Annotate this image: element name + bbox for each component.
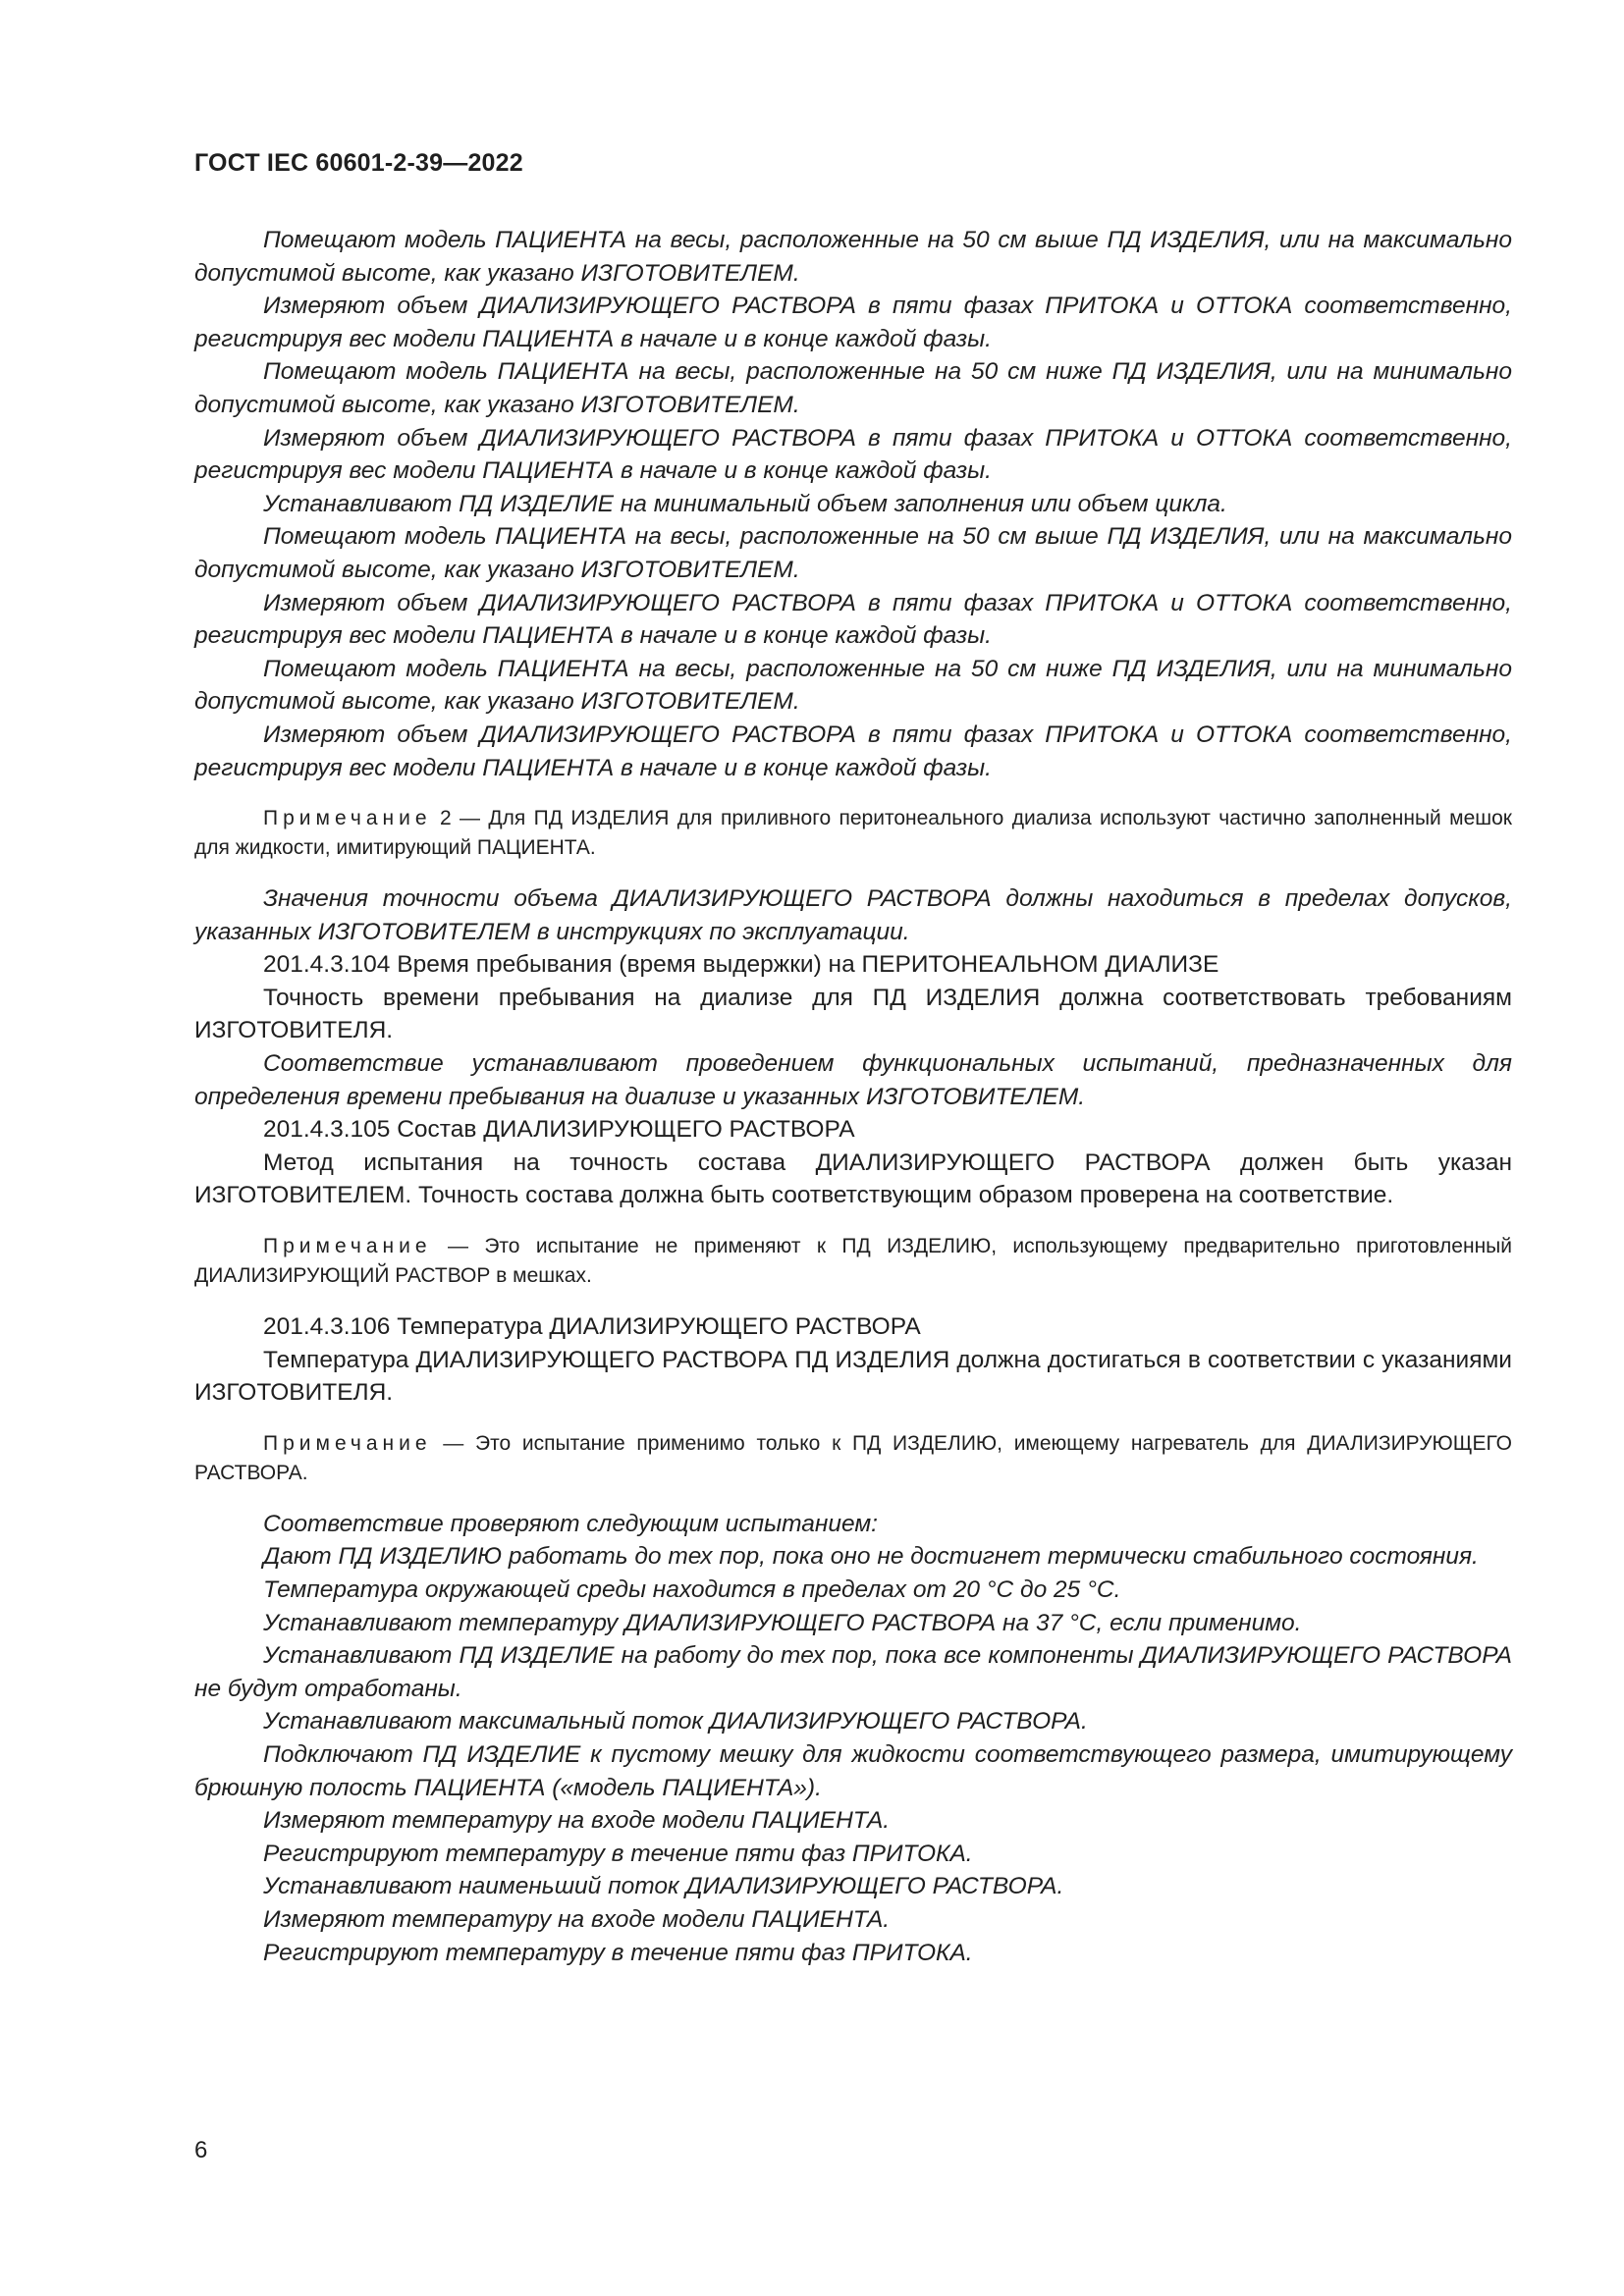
paragraph: Измеряют объем ДИАЛИЗИРУЮЩЕГО РАСТВОРА в пяти фазах ПРИТОКА и ОТТОКА соответственно, регистрируя вес модели ПАЦИЕНТА в начале и в конце каждой фазы. (194, 589, 1512, 650)
paragraph: Устанавливают ПД ИЗДЕЛИЕ на работу до тех пор, пока все компоненты ДИАЛИЗИРУЮЩЕГО РАСТВОРА не будут отработаны. (194, 1642, 1512, 1702)
paragraph: Измеряют объем ДИАЛИЗИРУЮЩЕГО РАСТВОРА в пяти фазах ПРИТОКА и ОТТОКА соответственно, регистрируя вес модели ПАЦИЕНТА в начале и в конце каждой фазы. (194, 424, 1512, 485)
accuracy-paragraph: Значения точности объема ДИАЛИЗИРУЮЩЕГО РАСТВОРА должны находиться в пределах допусков, указанных ИЗГОТОВИТЕЛЕМ в инструкциях по эксплуатации. (194, 885, 1512, 945)
paragraph: Помещают модель ПАЦИЕНТА на весы, расположенные на 50 см выше ПД ИЗДЕЛИЯ, или на максимально допустимой высоте, как указано ИЗГОТОВИТЕЛЕМ. (194, 227, 1512, 287)
note-text: 2 — Для ПД ИЗДЕЛИЯ для приливного перитонеального диализа используют частично заполненный мешок для жидкости, имитирующий ПАЦИЕНТА. (194, 807, 1512, 860)
note-text: — Это испытание применимо только к ПД ИЗДЕЛИЮ, имеющему нагреватель для ДИАЛИЗИРУЮЩЕГО РАСТВОРА. (194, 1431, 1512, 1484)
paragraph: Дают ПД ИЗДЕЛИЮ работать до тех пор, пока оно не достигнет термически стабильного состояния. (263, 1543, 1479, 1571)
paragraph: Измеряют температуру на входе модели ПАЦИЕНТА. (263, 1807, 891, 1835)
paragraph: Устанавливают максимальный поток ДИАЛИЗИРУЮЩЕГО РАСТВОРА. (263, 1708, 1088, 1735)
paragraph: Температура ДИАЛИЗИРУЮЩЕГО РАСТВОРА ПД ИЗДЕЛИЯ должна достигаться в соответствии с указаниями ИЗГОТОВИТЕЛЯ. (194, 1346, 1512, 1407)
note-label: Примечание (263, 807, 432, 830)
document-header: ГОСТ IEC 60601-2-39—2022 (194, 149, 523, 177)
note-label: Примечание (263, 1431, 432, 1455)
note-block (194, 1232, 1512, 1291)
paragraph: Устанавливают наименьший поток ДИАЛИЗИРУЮЩЕГО РАСТВОРА. (263, 1873, 1064, 1900)
note-label: Примечание (263, 1235, 432, 1258)
note-text: — Это испытание не применяют к ПД ИЗДЕЛИЮ, использующему предварительно приготовленный ДИАЛИЗИРУЮЩИЙ РАСТВОР в мешках. (194, 1235, 1512, 1288)
paragraph: Устанавливают температуру ДИАЛИЗИРУЮЩЕГО РАСТВОРА на 37 °С, если применимо. (263, 1609, 1302, 1636)
paragraph: Регистрируют температуру в течение пяти фаз ПРИТОКА. (263, 1939, 973, 1966)
paragraph: Измеряют температуру на входе модели ПАЦИЕНТА. (263, 1905, 891, 1933)
paragraph: Помещают модель ПАЦИЕНТА на весы, расположенные на 50 см ниже ПД ИЗДЕЛИЯ, или на минимально допустимой высоте, как указано ИЗГОТОВИТЕЛЕМ. (194, 655, 1512, 716)
paragraph: Метод испытания на точность состава ДИАЛИЗИРУЮЩЕГО РАСТВОРА должен быть указан ИЗГОТОВИТЕЛЕМ. Точность состава должна быть соответствующим образом проверена на соответствие. (194, 1148, 1512, 1209)
document-body (194, 224, 1512, 1969)
paragraph: Помещают модель ПАЦИЕНТА на весы, расположенные на 50 см ниже ПД ИЗДЕЛИЯ, или на минимально допустимой высоте, как указано ИЗГОТОВИТЕЛЕМ. (194, 358, 1512, 418)
section-heading: 201.4.3.105 Состав ДИАЛИЗИРУЮЩЕГО РАСТВОРА (263, 1116, 855, 1144)
paragraph: Соответствие проверяют следующим испытанием: (263, 1510, 878, 1537)
section-heading: 201.4.3.106 Температура ДИАЛИЗИРУЮЩЕГО РАСТВОРА (263, 1313, 921, 1341)
paragraph: Температура окружающей среды находится в пределах от 20 °С до 25 °С. (263, 1576, 1121, 1603)
paragraph: Помещают модель ПАЦИЕНТА на весы, расположенные на 50 см выше ПД ИЗДЕЛИЯ, или на максимально допустимой высоте, как указано ИЗГОТОВИТЕЛЕМ. (194, 523, 1512, 583)
paragraph: Подключают ПД ИЗДЕЛИЕ к пустому мешку для жидкости соответствующего размера, имитирующему брюшную полость ПАЦИЕНТА («модель ПАЦИЕНТА»). (194, 1740, 1512, 1801)
note-block (194, 804, 1512, 863)
page-number: 6 (194, 2137, 208, 2163)
paragraph: Точность времени пребывания на диализе для ПД ИЗДЕЛИЯ должна соответствовать требованиям ИЗГОТОВИТЕЛЯ. (194, 984, 1512, 1044)
compliance-paragraph: Соответствие устанавливают проведением функциональных испытаний, предназначенных для определения времени пребывания на диализе и указанных ИЗГОТОВИТЕЛЕМ. (194, 1050, 1512, 1110)
note-block (194, 1429, 1512, 1488)
paragraph: Регистрируют температуру в течение пяти фаз ПРИТОКА. (263, 1840, 973, 1867)
section-heading: 201.4.3.104 Время пребывания (время выдержки) на ПЕРИТОНЕАЛЬНОМ ДИАЛИЗЕ (263, 951, 1219, 979)
paragraph: Устанавливают ПД ИЗДЕЛИЕ на минимальный объем заполнения или объем цикла. (263, 490, 1227, 517)
paragraph: Измеряют объем ДИАЛИЗИРУЮЩЕГО РАСТВОРА в пяти фазах ПРИТОКА и ОТТОКА соответственно, регистрируя вес модели ПАЦИЕНТА в начале и в конце каждой фазы. (194, 293, 1512, 352)
paragraph: Измеряют объем ДИАЛИЗИРУЮЩЕГО РАСТВОРА в пяти фазах ПРИТОКА и ОТТОКА соответственно, регистрируя вес модели ПАЦИЕНТА в начале и в конце каждой фазы. (194, 721, 1512, 781)
